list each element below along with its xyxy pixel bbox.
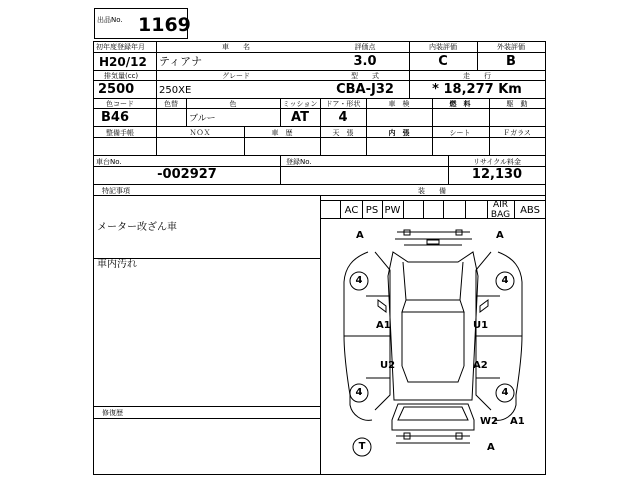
score-value: 3.0: [353, 54, 377, 69]
special-note-2: 車内汚れ: [97, 259, 137, 270]
mark-spare-tire: T: [358, 441, 366, 452]
mark-door-rl: U2: [380, 360, 396, 371]
mark-door-fr: U1: [473, 320, 489, 331]
color-label: 色: [229, 100, 237, 108]
equip-airbag-line-1: AIR: [492, 200, 509, 210]
lot-number-label: 出品No.: [97, 16, 123, 24]
color-value: ブルー: [189, 114, 216, 124]
seat-label: シート: [449, 129, 471, 137]
mark-tire-fr: 4: [501, 275, 509, 286]
mark-front-left: A: [356, 230, 364, 241]
equip-ac: AC: [344, 205, 359, 216]
equip-abs: ABS: [520, 205, 540, 216]
color-code-label: 色コード: [106, 100, 134, 108]
car-history-label: 車 歴: [271, 129, 293, 137]
car-name-label: 車 名: [222, 43, 250, 51]
model-code-label: 型 式: [351, 72, 379, 80]
special-note-1: メーター改ざん車: [97, 222, 177, 233]
interior-grade-value: C: [438, 54, 448, 69]
drive-label: 駆 動: [506, 100, 528, 108]
color-code-value: B46: [101, 110, 129, 125]
mark-tire-fl: 4: [355, 275, 363, 286]
exterior-grade-value: B: [506, 54, 516, 69]
chassis-no-value: -002927: [157, 167, 217, 182]
nox-label: ＮＯＸ: [189, 129, 211, 137]
fuel-label: 燃 料: [449, 100, 471, 108]
mark-door-fl: A1: [376, 320, 391, 331]
lot-number: 1169: [138, 14, 191, 36]
equip-airbag-line-2: BAG: [490, 210, 511, 220]
chassis-no-label: 車台No.: [96, 158, 122, 166]
transmission-value: AT: [291, 110, 309, 125]
equipment-label: 装 備: [418, 187, 446, 195]
color-change-label: 色替: [164, 100, 178, 108]
mileage-label: 走 行: [463, 72, 491, 80]
headliner-label: 天 張: [332, 129, 354, 137]
transmission-label: ミッション: [282, 100, 318, 108]
service-book-label: 整備手帳: [106, 129, 134, 137]
reg-date-value: H20/12: [99, 55, 147, 69]
mark-rear-w2: W2: [480, 416, 498, 427]
equip-ps: PS: [365, 205, 379, 216]
mark-rear-a1: A1: [510, 416, 525, 427]
grade-value: 250XE: [159, 85, 192, 96]
equip-airbag: [487, 200, 514, 220]
equip-pw: PW: [384, 205, 401, 216]
mark-front-right: A: [496, 230, 504, 241]
special-notes-label: 特記事項: [102, 187, 130, 195]
reg-date-label: 初年度登録年月: [96, 43, 145, 51]
repair-history-label: 修復歴: [102, 409, 123, 417]
mark-tire-rl: 4: [355, 387, 363, 398]
exterior-grade-label: 外装評価: [497, 43, 525, 51]
mark-door-rr: A2: [473, 360, 488, 371]
door-shape-value: 4: [338, 110, 348, 125]
mileage-value: * 18,277 Km: [432, 82, 522, 97]
inspection-label: 車 検: [388, 100, 410, 108]
recycle-fee-label: リサイクル料金: [472, 158, 522, 166]
front-glass-label: Ｆガラス: [503, 129, 531, 137]
mark-tire-rr: 4: [501, 387, 509, 398]
score-label: 評価点: [354, 43, 376, 51]
car-name-value: ティアナ: [159, 55, 203, 68]
interior-grade-label: 内装評価: [429, 43, 457, 51]
interior-trim-label: 内 張: [388, 129, 410, 137]
door-shape-label: ドア・形状: [325, 100, 361, 108]
recycle-fee-value: 12,130: [471, 167, 523, 182]
displacement-value: 2500: [98, 82, 135, 97]
grade-label: グレード: [222, 72, 250, 80]
registration-no-label: 登録No.: [286, 158, 312, 166]
displacement-label: 排気量(cc): [104, 72, 139, 80]
mark-rear-bumper: A: [487, 442, 495, 453]
model-code-value: CBA-J32: [336, 82, 394, 97]
